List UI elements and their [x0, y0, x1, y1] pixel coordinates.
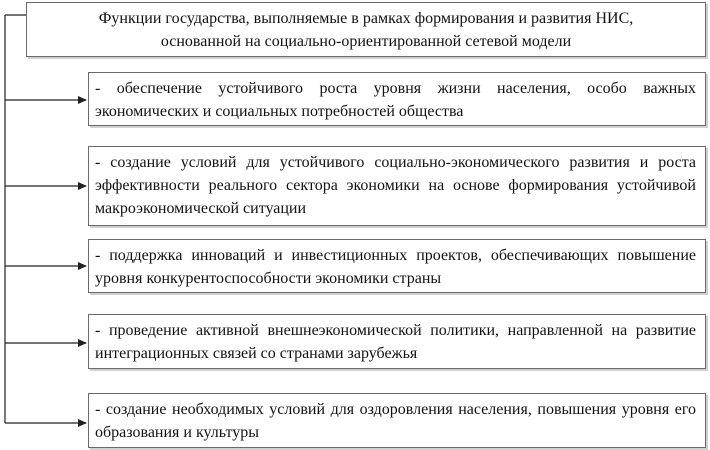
- header-box: [26, 2, 706, 57]
- function-text-2: - создание условий для устойчивого социально-экономического развития и роста эффективности реального сектора экономики на основе формирования устойчивой макроэкономической ситуации: [95, 154, 696, 217]
- function-box-2: [88, 146, 706, 226]
- function-box-3: [88, 239, 706, 293]
- function-text-3: - поддержка инноваций и инвестиционных проектов, обеспечивающих повышение уровня конкурентоспособности экономики страны: [95, 247, 696, 287]
- function-box-1: [88, 72, 706, 126]
- function-box-5: [88, 393, 706, 448]
- function-text-4: - проведение активной внешнеэкономической политики, направленной на развитие интеграционных связей со странами зарубежья: [95, 322, 696, 362]
- function-text-5: - создание необходимых условий для оздоровления населения, повышения уровня его образования и культуры: [95, 401, 696, 441]
- header-line-2: основанной на социально-ориентированной сетевой модели: [160, 33, 572, 50]
- function-box-4: [88, 314, 706, 369]
- header-line-1: Функции государства, выполняемые в рамках формирования и развития НИС,: [98, 10, 634, 27]
- function-text-1: - обеспечение устойчивого роста уровня жизни населения, особо важных экономических и социальных потребностей общества: [95, 80, 696, 120]
